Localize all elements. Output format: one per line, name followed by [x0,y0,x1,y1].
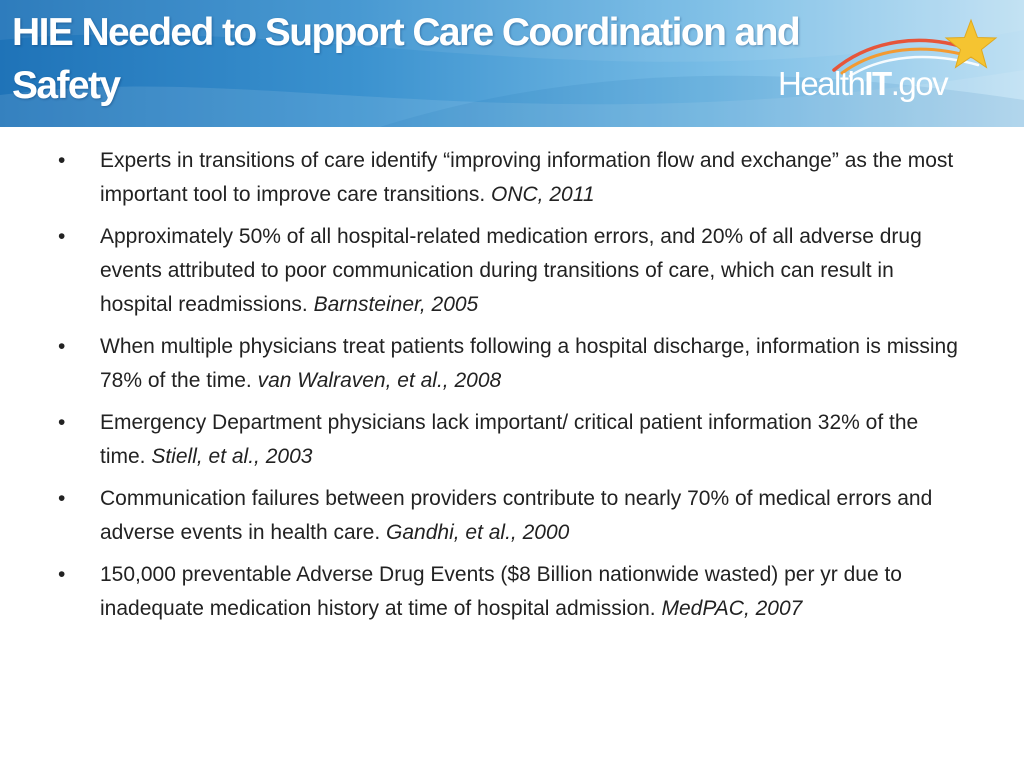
bullet-item [58,406,968,474]
bullet-citation: Stiell, et al., 2003 [151,445,313,468]
star-icon [944,18,998,70]
bullet-text: When multiple physicians treat patients following a hospital discharge, information is missing 78% of the time. [100,335,958,392]
bullet-item [58,482,968,550]
bullet-icon: • [58,335,66,358]
bullet-citation: MedPAC, 2007 [661,597,803,620]
slide-content [58,144,968,634]
logo-it: IT [864,65,891,102]
bullet-citation: Barnsteiner, 2005 [313,293,479,316]
bullet-text: Communication failures between providers contribute to nearly 70% of medical errors and adverse events in health care. [100,487,933,544]
bullet-list [58,144,968,626]
logo-health: Health [778,65,865,102]
logo-wordmark [778,66,947,102]
bullet-icon: • [58,149,66,172]
bullet-icon: • [58,225,66,248]
bullet-item [58,220,968,322]
bullet-text: 150,000 preventable Adverse Drug Events ($8 Billion nationwide wasted) per yr due to inadequate medication history at time of hospital admission. [100,563,902,620]
bullet-icon: • [58,563,66,586]
bullet-icon: • [58,487,66,510]
bullet-text: Approximately 50% of all hospital-related medication errors, and 20% of all adverse drug events attributed to poor communication during transitions of care, which can result in hospital readmissions. [100,225,922,316]
bullet-text: Experts in transitions of care identify “improving information flow and exchange” as the most important tool to improve care transitions. [100,149,954,206]
healthit-gov-logo [772,18,1002,108]
logo-gov: .gov [890,65,948,102]
bullet-item [58,558,968,626]
header-band [0,0,1024,127]
bullet-text: Emergency Department physicians lack important/ critical patient information 32% of the time. [100,411,919,468]
bullet-item [58,330,968,398]
slide-title: HIE Needed to Support Care Coordination and Safety [12,11,800,107]
bullet-citation: van Walraven, et al., 2008 [257,369,502,392]
bullet-citation: ONC, 2011 [491,183,595,206]
bullet-citation: Gandhi, et al., 2000 [386,521,570,544]
bullet-item [58,144,968,212]
bullet-icon: • [58,411,66,434]
